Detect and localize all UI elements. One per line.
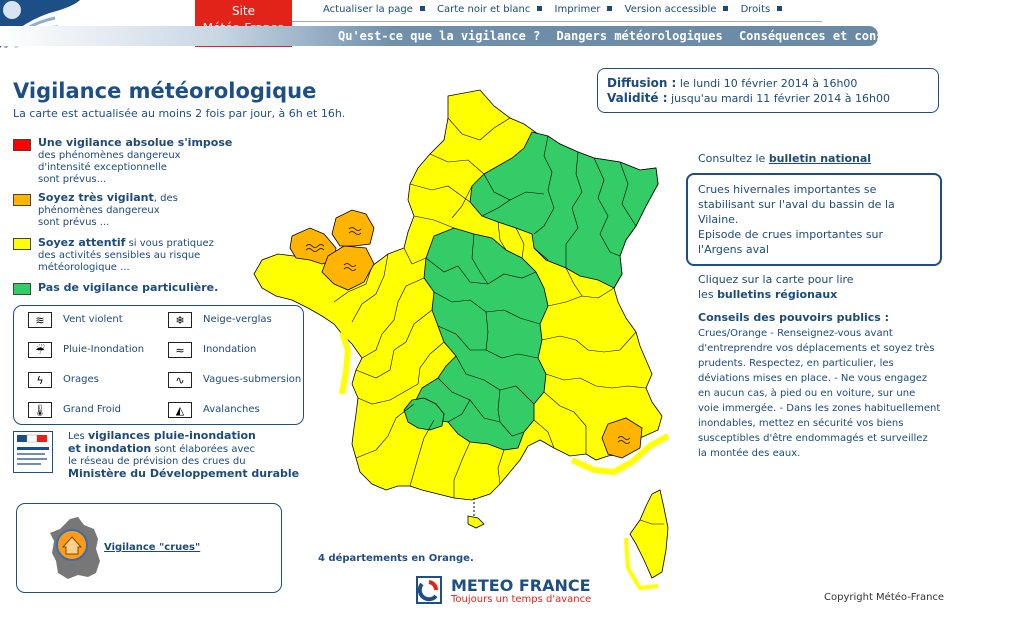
wind-icon: ≋	[28, 312, 52, 328]
legend-orange-l1: phénomènes dangereux	[38, 205, 160, 216]
page-subtitle: La carte est actualisée au moins 2 fois par jour, à 6h et 16h.	[13, 107, 346, 120]
copyright: Copyright Météo-France	[824, 592, 945, 603]
flood-icon: ≈	[168, 342, 192, 358]
phenomenon-label: Vagues-submersion	[203, 374, 302, 385]
top-divider	[292, 21, 822, 22]
consultez-line	[698, 152, 871, 165]
page-title: Vigilance météorologique	[13, 79, 317, 103]
legend-orange-l2: sont prévus ...	[38, 217, 110, 228]
bulletin-line: Vilaine.	[698, 213, 739, 226]
map-paris-small-dept[interactable]	[468, 516, 484, 528]
main-nav	[338, 29, 921, 43]
nav-rights-link[interactable]: Droits	[740, 4, 771, 15]
legend-red-l1: des phénomènes dangereux	[38, 150, 181, 161]
legend-green	[38, 282, 218, 295]
nav-consequences[interactable]: Conséquences et conseils	[738, 29, 913, 43]
wave-icon: ∿	[168, 372, 192, 388]
bulletin-national-link[interactable]: bulletin national	[768, 152, 872, 165]
cliquez-line2a: les	[698, 288, 718, 301]
cliquez-text	[698, 272, 854, 302]
conseils-line: prudents. Respectez, en particulier, les	[698, 358, 894, 369]
legend-yellow	[38, 237, 214, 274]
validite-label: Validité :	[607, 91, 668, 105]
conseils-title: Conseils des pouvoirs publics :	[698, 311, 890, 324]
legend-yellow-swatch	[13, 238, 31, 250]
phenomenon-label: Orages	[63, 374, 99, 385]
bullet-icon	[420, 6, 425, 11]
legend-red-l2: d'intensité exceptionnelle	[38, 162, 167, 173]
ministry-t4: le réseau de prévision des crues du	[68, 456, 246, 467]
legend-orange-l0: , des	[153, 193, 178, 204]
conseils-body	[698, 326, 940, 461]
legend-red-title: Une vigilance absolue s'impose	[38, 136, 233, 149]
validite-line	[607, 91, 890, 105]
storm-icon: ϟ	[28, 372, 52, 388]
phenomenon-label: Inondation	[203, 344, 257, 355]
meteo-france-logo-mark	[416, 576, 442, 604]
map-orange-dept-var[interactable]	[602, 418, 642, 458]
diffusion-value: le lundi 10 février 2014 à 16h00	[676, 77, 858, 90]
bullet-icon	[777, 6, 782, 11]
vigilance-crues-link[interactable]: Vigilance "crues"	[104, 542, 201, 553]
nav-bw-map-link[interactable]: Carte noir et blanc	[437, 4, 531, 15]
legend-red-l3: sont prévus...	[38, 174, 107, 185]
bullet-icon	[723, 6, 728, 11]
conseils-line: inondables, mettez en sécurité vos biens	[698, 418, 904, 429]
ministry-t2: et inondation	[68, 442, 152, 455]
nav-refresh-link[interactable]: Actualiser la page	[323, 4, 413, 15]
phenomenon-label: Neige-verglas	[203, 314, 272, 325]
bulletin-summary-box	[686, 173, 942, 266]
map-corsica[interactable]	[630, 490, 668, 578]
conseils-line: déviations mises en place. - Ne vous engagez	[698, 373, 928, 384]
ministry-t1: Les	[68, 431, 88, 442]
phenomenon-label: Pluie-Inondation	[63, 344, 145, 355]
diffusion-box	[597, 68, 939, 113]
avalanche-icon: ◭	[168, 402, 192, 418]
orange-count-text: 4 départements en Orange.	[318, 553, 474, 564]
ministry-b1: vigilances pluie-inondation	[87, 429, 256, 442]
diffusion-line	[607, 76, 857, 90]
diffusion-label: Diffusion :	[607, 76, 677, 90]
conseils-line: Crues/Orange - Renseignez-vous avant	[698, 328, 893, 339]
bulletin-line: Episode de crues importantes sur	[698, 228, 884, 241]
crues-link-wrap	[104, 542, 200, 553]
snow-icon: ❄	[168, 312, 192, 328]
meteo-france-logo-name: METEO FRANCE	[451, 576, 591, 595]
france-vigilance-map[interactable]	[248, 88, 690, 593]
validite-value: jusqu'au mardi 11 février 2014 à 16h00	[667, 92, 890, 105]
bullet-icon	[607, 6, 612, 11]
legend-yellow-title: Soyez attentif	[38, 236, 126, 249]
cliquez-line1: Cliquez sur la carte pour lire	[698, 273, 854, 286]
phenomenon-label: Grand Froid	[63, 404, 122, 415]
legend-red	[38, 137, 232, 186]
legend-yellow-l1: des activités sensibles au risque	[38, 250, 201, 261]
conseils-line: en aucun cas, à pied ou en voiture, sur une	[698, 388, 916, 399]
legend-yellow-l0: si vous pratiquez	[125, 238, 214, 249]
meteo-france-tagline: Toujours un temps d'avance	[451, 594, 592, 605]
bulletins-regionaux-link[interactable]: bulletins régionaux	[717, 288, 838, 301]
phenomenon-label: Avalanches	[203, 404, 260, 415]
conseils-line: d'entreprendre vos déplacements et soyez très	[698, 343, 935, 354]
legend-green-swatch	[13, 283, 31, 295]
legend-yellow-l2: météorologique ...	[38, 262, 130, 273]
conseils-line: voie immergée. - Dans les zones habituellement	[698, 403, 941, 414]
legend-orange	[38, 192, 178, 229]
ministry-b2: Ministère du Développement durable	[68, 467, 300, 480]
legend-green-title: Pas de vigilance particulière.	[38, 281, 219, 294]
legend-red-swatch	[13, 139, 31, 151]
legend-orange-title: Soyez très vigilant	[38, 191, 154, 204]
conseils-line: la montée des eaux.	[698, 448, 801, 459]
meteo-france-logo	[416, 576, 596, 606]
ministry-t3: sont élaborées avec	[151, 444, 256, 455]
bulletin-text	[698, 182, 895, 257]
crues-map-icon[interactable]	[48, 515, 104, 582]
conseils-section	[698, 311, 940, 461]
rain-flood-icon: ☔	[28, 342, 52, 358]
map-atlantic-coast-band	[342, 332, 348, 394]
top-nav	[323, 4, 791, 15]
nav-print-link[interactable]: Imprimer	[554, 4, 601, 15]
bullet-icon	[537, 6, 542, 11]
nav-dangers[interactable]: Dangers météorologiques	[556, 29, 723, 43]
bulletin-line: stabilisant sur l'aval du bassin de la	[698, 198, 895, 211]
bulletin-line: Crues hivernales importantes se	[698, 183, 877, 196]
site-label: Site	[231, 4, 256, 18]
legend-orange-swatch	[13, 194, 31, 206]
phenomenon-label: Vent violent	[63, 314, 123, 325]
conseils-line: susceptibles d'être endommagés et surveillez	[698, 433, 928, 444]
nav-what-is-vigilance[interactable]: Qu'est-ce que la vigilance ?	[338, 29, 541, 43]
ministry-logo	[13, 431, 53, 473]
consultez-text: Consultez le	[698, 152, 769, 165]
bulletin-line: l'Argens aval	[698, 243, 769, 256]
nav-accessible-link[interactable]: Version accessible	[624, 4, 717, 15]
thermometer-icon: 🌡	[28, 402, 52, 418]
